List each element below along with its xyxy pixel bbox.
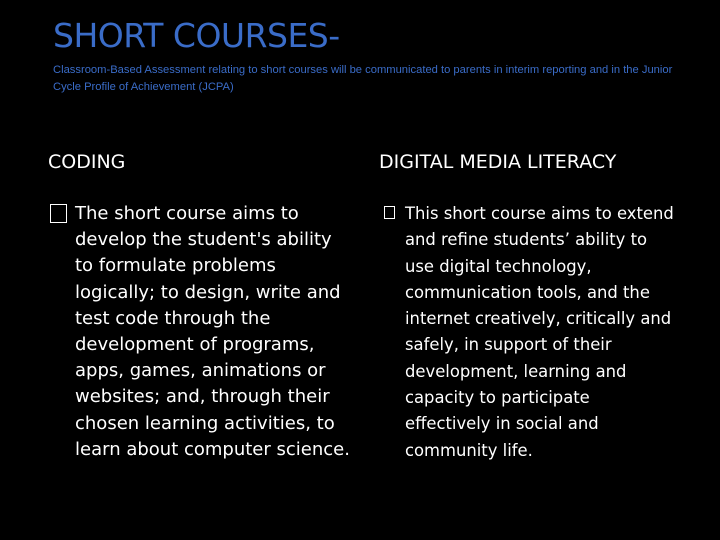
slide-header: [0, 0, 720, 112]
digital-media-literacy-bullet: [384, 201, 674, 464]
coding-bullet: [50, 201, 350, 463]
slide-content: [0, 112, 720, 540]
slide-subtitle: Classroom-Based Assessment relating to short courses will be communicated to parents in interim reporting and in the Junior Cycle Profile of Achievement (JCPA): [53, 64, 673, 93]
checkbox-square-icon: [384, 206, 395, 219]
digital-media-literacy-description: This short course aims to extend and refine students’ ability to use digital technology, communication tools, and the internet creatively, critically and safely, in support of their development, learning and capacity to participate effectively in social and community life.: [405, 204, 674, 460]
coding-heading: CODING: [48, 151, 126, 173]
slide-title: SHORT COURSES-: [53, 16, 340, 55]
coding-description: The short course aims to develop the student's ability to formulate problems logically; to design, write and test code through the development of programs, apps, games, animations or websites; and, through their chosen learning activities, to learn about computer science.: [75, 203, 350, 460]
checkbox-square-icon: [50, 204, 67, 223]
digital-media-literacy-heading: DIGITAL MEDIA LITERACY: [379, 151, 617, 173]
